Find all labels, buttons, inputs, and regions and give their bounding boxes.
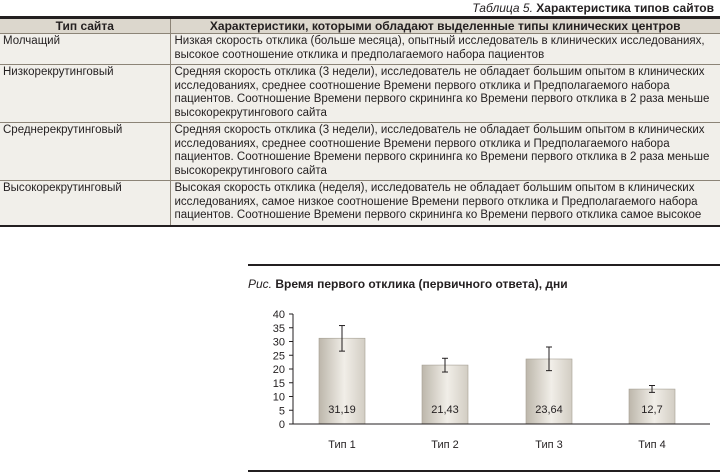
table-header-row — [0, 19, 720, 34]
characteristics-line: высокорекрутингового сайта — [174, 106, 327, 119]
x-tick-label: Тип 2 — [431, 439, 459, 451]
x-tick-label: Тип 4 — [638, 439, 666, 451]
characteristics-line: Низкая скорость отклика (больше месяца), опытный исследователь в клинических исследованиях, — [174, 35, 705, 47]
characteristics-cell — [170, 34, 720, 65]
bar-value-label: 12,7 — [641, 404, 663, 416]
characteristics-line: исследованиях, среднее соотношение Времени первого отклика и Предполагаемого набора — [174, 79, 670, 92]
figure-bottom-rule — [248, 470, 720, 472]
figure-title: Время первого отклика (первичного ответа), дни — [275, 277, 568, 291]
table-row — [0, 123, 720, 181]
x-tick-label: Тип 3 — [535, 439, 563, 451]
characteristics-line: исследованиях, среднее соотношение Времени первого отклика и Предполагаемого набора — [174, 137, 670, 150]
characteristics-line: высокорекрутингового сайта — [174, 164, 327, 177]
response-time-chart — [248, 296, 720, 464]
characteristics-line: высокое соотношение отклика и предполагаемого набора пациентов — [174, 48, 545, 61]
y-tick-label: 5 — [278, 405, 285, 418]
characteristics-line: пациентов. Соотношение Времени первого скрининга ко Времени первого отклика в 2 раза меньше — [174, 151, 710, 163]
y-tick-label: 20 — [272, 364, 285, 376]
figure-caption — [248, 277, 568, 291]
y-tick-label: 0 — [278, 419, 285, 431]
characteristics-line: Высокая скорость отклика (неделя), исследователь не обладает большим опытом в клинических — [174, 182, 695, 194]
site-type-cell: Низкорекрутинговый — [0, 65, 170, 123]
table-row — [0, 181, 720, 226]
y-tick-label: 15 — [272, 377, 285, 390]
characteristics-cell — [170, 181, 720, 226]
characteristics-cell — [170, 65, 720, 123]
site-type-cell: Среднерекрутинговый — [0, 123, 170, 181]
characteristics-line: пациентов. Соотношение Времени первого скрининга ко Времени первого отклика самое высокое — [174, 209, 702, 221]
y-tick-label: 10 — [272, 391, 285, 404]
y-tick-label: 25 — [272, 350, 285, 363]
characteristics-cell — [170, 123, 720, 181]
caption-title: Характеристика типов сайтов — [536, 1, 714, 15]
characteristics-line: исследованиях, самое низкое соотношение Времени первого отклика и Предполагаемого набора — [174, 195, 698, 208]
bar-value-label: 21,43 — [431, 404, 459, 416]
table-row — [0, 65, 720, 123]
characteristics-line: Средняя скорость отклика (3 недели), исследователь не обладает большим опытом в клинических — [174, 124, 705, 136]
site-types-table — [0, 19, 720, 227]
bar-value-label: 31,19 — [328, 404, 356, 416]
y-tick-label: 35 — [272, 322, 285, 335]
table-caption — [472, 1, 714, 15]
x-tick-label: Тип 1 — [328, 439, 356, 451]
table-row — [0, 34, 720, 65]
characteristics-line: пациентов. Соотношение Времени первого скрининга ко Времени первого отклика в 2 раза меньше — [174, 93, 710, 105]
site-type-cell: Высокорекрутинговый — [0, 181, 170, 226]
header-characteristics: Характеристики, которыми обладают выделенные типы клинических центров — [170, 19, 720, 34]
y-tick-label: 30 — [272, 336, 285, 349]
site-type-cell: Молчащий — [0, 34, 170, 65]
bar-value-label: 23,64 — [535, 404, 563, 416]
characteristics-line: Средняя скорость отклика (3 недели), исследователь не обладает большим опытом в клинических — [174, 66, 705, 78]
figure-top-rule — [248, 264, 720, 266]
caption-label: Таблица 5. — [472, 1, 533, 15]
header-site-type: Тип сайта — [0, 19, 170, 34]
figure-label: Рис. — [248, 277, 273, 291]
y-tick-label: 40 — [272, 309, 285, 321]
